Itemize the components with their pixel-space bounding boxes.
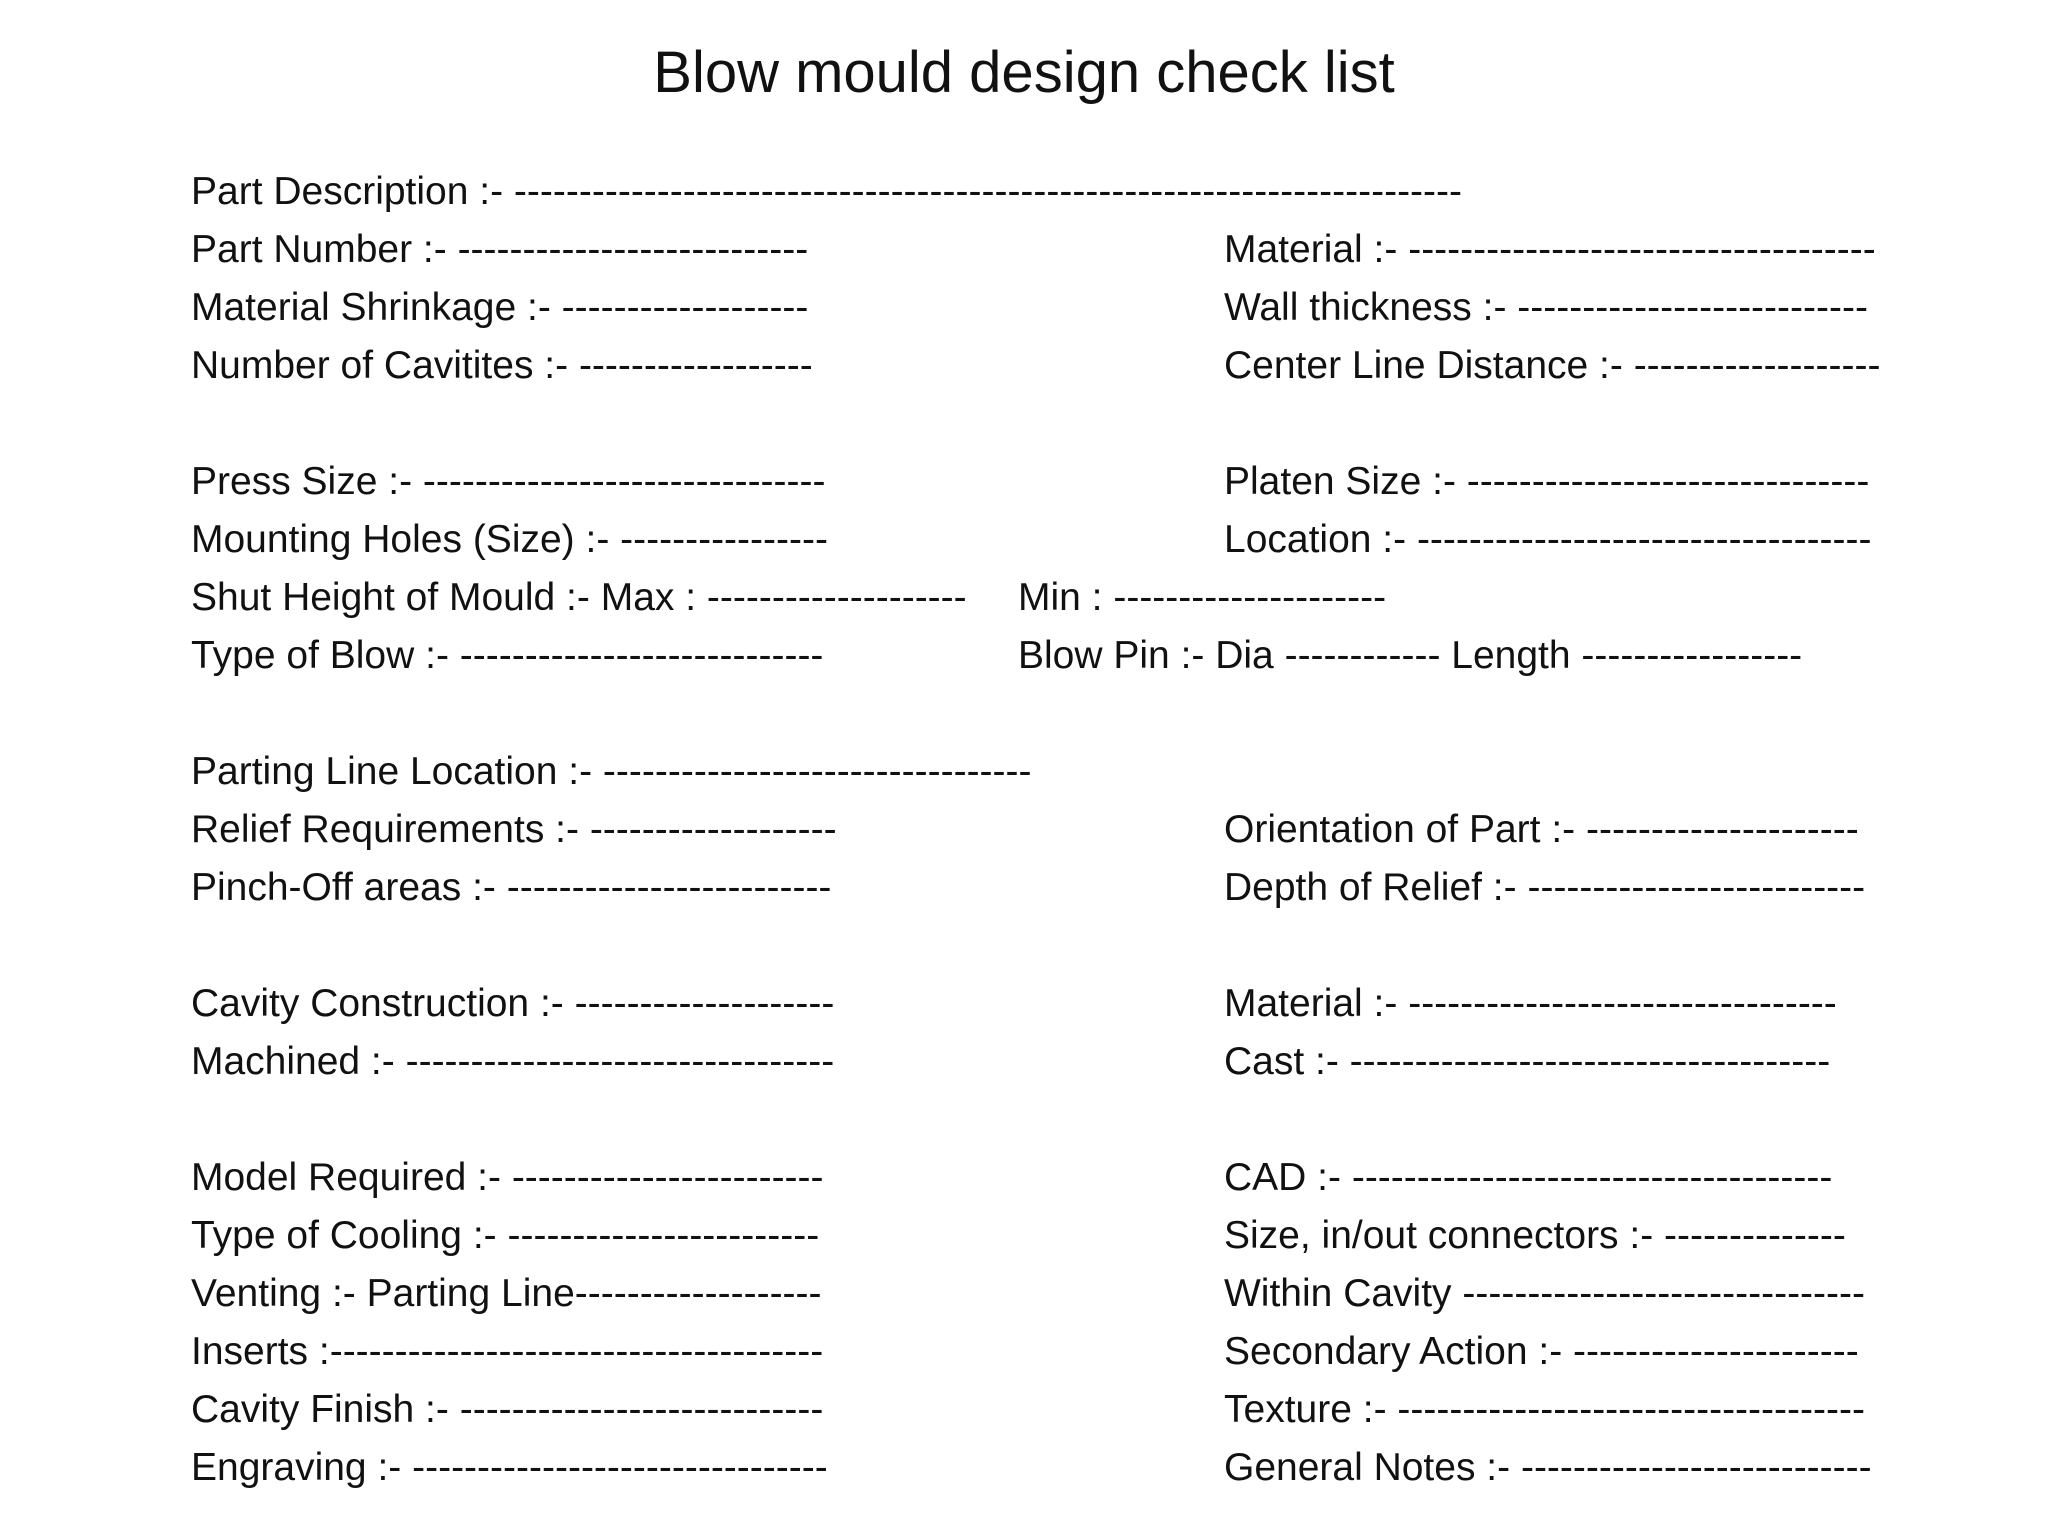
type-of-blow-field: Type of Blow :- ----------------------------	[191, 634, 824, 677]
center-line-distance-field: Center Line Distance :- -------------------	[1224, 344, 1881, 387]
parting-line-location-field: Parting Line Location :- ---------------------------------	[191, 750, 1032, 793]
type-of-cooling-field: Type of Cooling :- ------------------------	[191, 1214, 820, 1257]
within-cavity-field: Within Cavity -------------------------------	[1224, 1272, 1865, 1315]
size-connectors-field: Size, in/out connectors :- --------------	[1224, 1214, 1846, 1257]
depth-of-relief-field: Depth of Relief :- --------------------------	[1224, 866, 1866, 909]
cad-field: CAD :- -------------------------------------	[1224, 1156, 1833, 1199]
relief-requirements-field: Relief Requirements :- -------------------	[191, 808, 837, 851]
model-required-field: Model Required :- ------------------------	[191, 1156, 824, 1199]
machined-field: Machined :- ---------------------------------	[191, 1040, 835, 1083]
part-number-field: Part Number :- ---------------------------	[191, 228, 809, 271]
wall-thickness-field: Wall thickness :- ---------------------------	[1224, 286, 1868, 329]
orientation-of-part-field: Orientation of Part :- ---------------------	[1224, 808, 1859, 851]
press-size-field: Press Size :- -------------------------------	[191, 460, 826, 503]
venting-field: Venting :- Parting Line-------------------	[191, 1272, 822, 1315]
cavity-construction-field: Cavity Construction :- --------------------	[191, 982, 835, 1025]
number-of-cavities-field: Number of Cavitites :- ------------------	[191, 344, 813, 387]
secondary-action-field: Secondary Action :- ----------------------	[1224, 1330, 1859, 1373]
shut-height-max-field: Shut Height of Mould :- Max : --------------------	[191, 576, 967, 619]
part-description-field: Part Description :- -------------------------------------------------------------------------	[191, 170, 1463, 213]
shut-height-min-field: Min : ---------------------	[1018, 576, 1387, 619]
texture-field: Texture :- ------------------------------------	[1224, 1388, 1865, 1431]
platen-size-field: Platen Size :- -------------------------------	[1224, 460, 1870, 503]
inserts-field: Inserts :--------------------------------------	[191, 1330, 824, 1373]
general-notes-field: General Notes :- ---------------------------	[1224, 1446, 1872, 1489]
cavity-finish-field: Cavity Finish :- ----------------------------	[191, 1388, 824, 1431]
material-shrinkage-field: Material Shrinkage :- -------------------	[191, 286, 809, 329]
cavity-material-field: Material :- ---------------------------------	[1224, 982, 1837, 1025]
page-title: Blow mould design check list	[653, 40, 1395, 105]
blow-pin-field: Blow Pin :- Dia ------------ Length -----------------	[1018, 634, 1803, 677]
pinch-off-areas-field: Pinch-Off areas :- -------------------------	[191, 866, 832, 909]
material-field: Material :- ------------------------------------	[1224, 228, 1876, 271]
location-field: Location :- -----------------------------------	[1224, 518, 1872, 561]
mounting-holes-field: Mounting Holes (Size) :- ----------------	[191, 518, 828, 561]
cast-field: Cast :- -------------------------------------	[1224, 1040, 1831, 1083]
engraving-field: Engraving :- --------------------------------	[191, 1446, 828, 1489]
